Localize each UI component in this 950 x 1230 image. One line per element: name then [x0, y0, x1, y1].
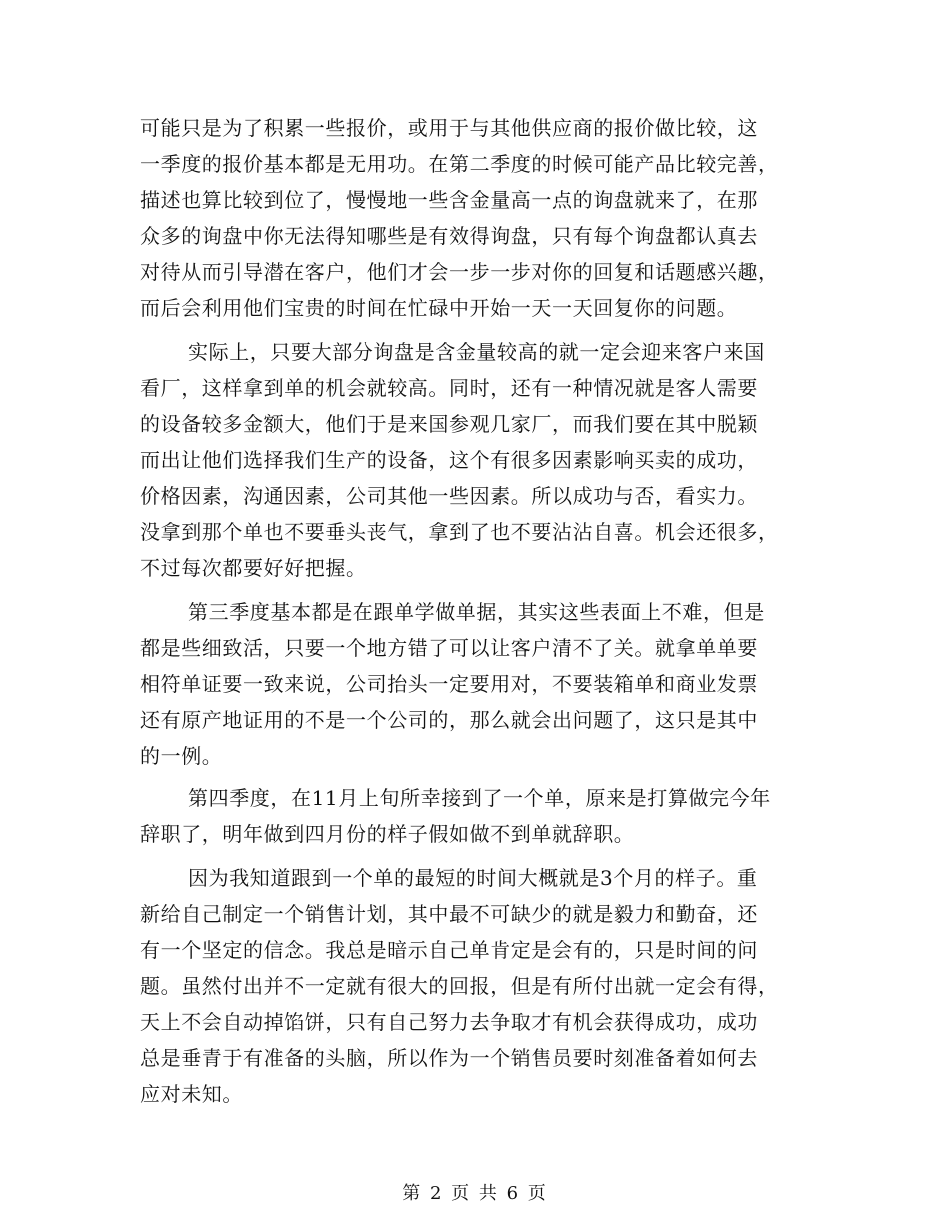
- text-line: 实际上，只要大部分询盘是含金量较高的就一定会迎来客户来国: [188, 340, 765, 364]
- text-line: 题。虽然付出并不一定就有很大的回报，但是有所付出就一定会有得，: [140, 974, 779, 998]
- text-line: 一季度的报价基本都是无用功。在第二季度的时候可能产品比较完善，: [140, 152, 779, 176]
- text-line: 对待从而引导潜在客户，他们才会一步一步对你的回复和话题感兴趣，: [140, 260, 779, 284]
- text-line: 的设备较多金额大，他们于是来国参观几家厂，而我们要在其中脱颖: [140, 412, 758, 436]
- text-line: 价格因素，沟通因素，公司其他一些因素。所以成功与否，看实力。: [140, 484, 758, 508]
- text-line: 众多的询盘中你无法得知哪些是有效得询盘，只有每个询盘都认真去: [140, 224, 758, 248]
- text-line: 描述也算比较到位了，慢慢地一些含金量高一点的询盘就来了，在那: [140, 188, 758, 212]
- text-line: 还有原产地证用的不是一个公司的，那么就会出问题了，这只是其中: [140, 708, 758, 732]
- page-number-footer: 第 2 页 共 6 页: [402, 1183, 548, 1204]
- text-line: 因为我知道跟到一个单的最短的时间大概就是3个月的样子。重: [188, 866, 758, 890]
- text-line: 天上不会自动掉馅饼，只有自己努力去争取才有机会获得成功，成功: [140, 1010, 758, 1034]
- text-line: 而后会利用他们宝贵的时间在忙碌中开始一天一天回复你的问题。: [140, 296, 738, 320]
- text-line: 辞职了，明年做到四月份的样子假如做不到单就辞职。: [140, 822, 635, 846]
- text-line: 相符单证要一致来说，公司抬头一定要用对，不要装箱单和商业发票: [140, 672, 758, 696]
- text-line: 新给自己制定一个销售计划，其中最不可缺少的就是毅力和勤奋，还: [140, 902, 758, 926]
- text-line: 有一个坚定的信念。我总是暗示自己单肯定是会有的，只是时间的问: [140, 938, 758, 962]
- text-line: 不过每次都要好好把握。: [140, 556, 367, 580]
- text-line: 可能只是为了积累一些报价，或用于与其他供应商的报价做比较，这: [140, 116, 758, 140]
- text-line: 看厂，这样拿到单的机会就较高。同时，还有一种情况就是客人需要: [140, 376, 758, 400]
- text-line: 总是垂青于有准备的头脑，所以作为一个销售员要时刻准备着如何去: [140, 1046, 758, 1070]
- text-line: 第四季度，在11月上旬所幸接到了一个单，原来是打算做完今年: [188, 786, 771, 810]
- text-line: 都是些细致活，只要一个地方错了可以让客户清不了关。就拿单单要: [140, 636, 758, 660]
- text-line: 而出让他们选择我们生产的设备，这个有很多因素影响买卖的成功，: [140, 448, 758, 472]
- text-line: 的一例。: [140, 744, 223, 768]
- text-line: 应对未知。: [140, 1082, 243, 1106]
- text-line: 第三季度基本都是在跟单学做单据，其实这些表面上不难，但是: [188, 600, 765, 624]
- text-line: 没拿到那个单也不要垂头丧气，拿到了也不要沾沾自喜。机会还很多，: [140, 520, 779, 544]
